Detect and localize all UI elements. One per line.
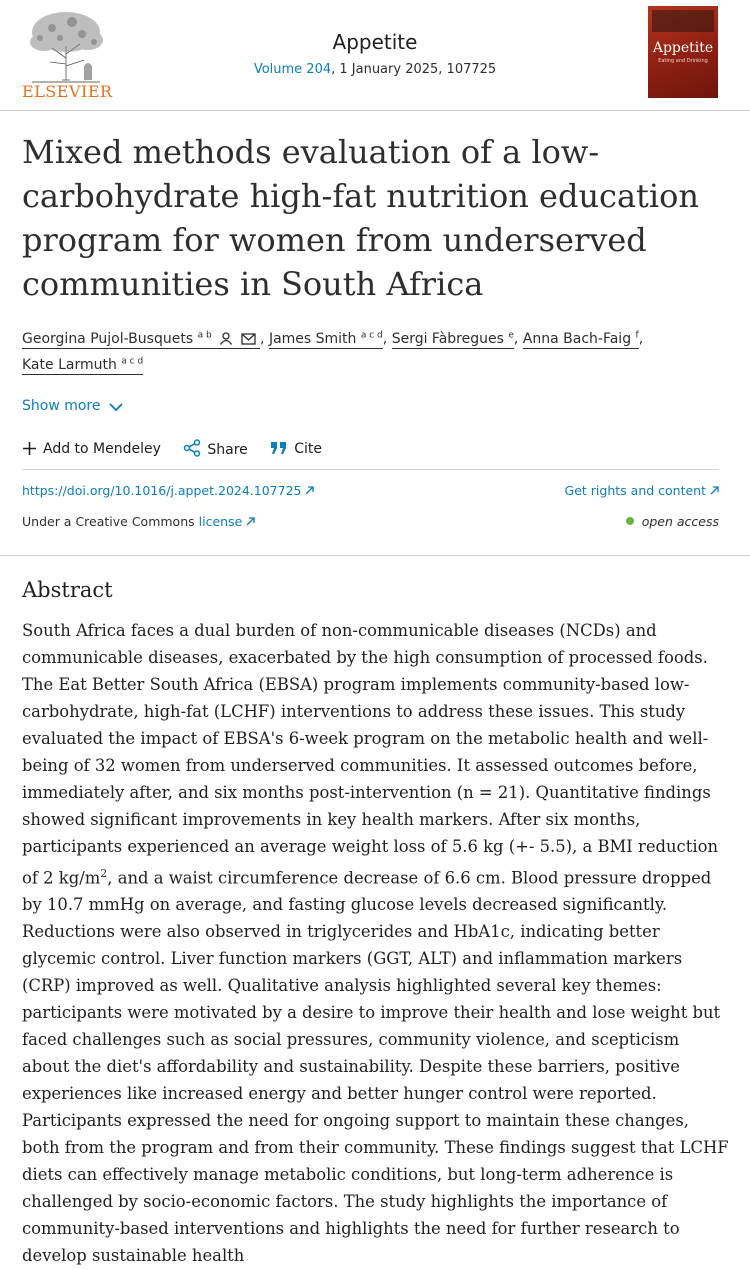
license-row [22, 514, 719, 529]
license-prefix: Under a Creative Commons [22, 514, 195, 529]
journal-header [0, 0, 750, 108]
actions-divider [22, 469, 719, 470]
share-button[interactable] [183, 439, 247, 458]
get-rights-link[interactable]: Get rights and content [565, 483, 719, 498]
author-separator: , [382, 331, 388, 347]
author-separator: , [638, 331, 644, 347]
cover-title: Appetite [652, 40, 714, 56]
author-separator: , [513, 331, 519, 347]
person-icon[interactable] [219, 332, 233, 345]
share-icon [183, 439, 201, 457]
external-link-icon [710, 486, 719, 495]
author-separator: , [260, 331, 265, 347]
mendeley-label: Add to Mendeley [43, 440, 161, 457]
volume-link[interactable]: Volume 204 [253, 62, 332, 77]
cite-button[interactable] [270, 441, 322, 457]
cover-top-band [652, 10, 714, 32]
external-link-icon [246, 517, 255, 526]
abstract-heading: Abstract [22, 578, 113, 602]
open-access-badge: open access [626, 514, 719, 529]
article-action-bar [22, 439, 340, 461]
author-link[interactable]: Sergi Fàbregues $^e$ [391, 330, 514, 347]
section-divider [0, 555, 750, 556]
add-to-mendeley-button[interactable] [22, 441, 161, 457]
issue-date: , 1 January 2025, 107725 [331, 62, 497, 77]
show-more-label: Show more [22, 398, 101, 414]
external-link-icon [305, 486, 314, 495]
doi-row [22, 483, 719, 498]
journal-title[interactable]: Appetite [332, 30, 418, 54]
show-more-button[interactable] [22, 398, 123, 414]
author-link[interactable]: Anna Bach-Faig $^f$ [522, 330, 639, 347]
license-link[interactable]: license [199, 514, 256, 529]
author-link[interactable]: James Smith $^{a c d}$ [268, 330, 383, 347]
cover-subtitle: Eating and Drinking [658, 58, 708, 64]
cite-label: Cite [294, 440, 323, 457]
author-link[interactable]: Kate Larmuth $^{a c d}$ [22, 356, 144, 373]
doi-link[interactable]: https://doi.org/10.1016/j.appet.2024.107725 [22, 483, 314, 498]
plus-icon [22, 441, 37, 456]
journal-cover-image[interactable] [648, 6, 718, 98]
open-access-dot-icon [626, 517, 634, 525]
publisher-name: ELSEVIER [22, 82, 113, 101]
header-divider [0, 110, 750, 111]
author-link[interactable]: Georgina Pujol-Busquets $^{a b}$ [22, 331, 260, 349]
journal-volume-info [0, 62, 750, 77]
abstract-text: South Africa faces a dual burden of non-communicable diseases (NCDs) and communicable diseases, exacerbated by the high consumption of processed foods. The Eat Better South Africa (EBSA) program implements community-based low-carbohydrate, high-fat (LCHF) interventions to address these issues. This study evaluated the impact of EBSA's 6-week program on the metabolic health and well-being of 32 women from underserved communities. It assessed outcomes before, immediately after, and six months post-intervention (n = 21). Quantitative findings showed significant improvements in key health markers. After six months, participants experienced an average weight loss of 5.6 kg (+- 5.5), a BMI reduction of 2 $kg/m^2$, and a waist circumference decrease of 6.6 cm. Blood pressure dropped by 10.7 mmHg on average, and fasting glucose levels decreased significantly. Reductions were also observed in triglycerides and HbA1c, indicating better glycemic control. Liver function markers (GGT, ALT) and inflammation markers (CRP) improved as well. Qualitative analysis highlighted several key themes: participants were motivated by a desire to improve their health and lose weight but faced challenges such as social pressures, community violence, and scepticism about the diet's affordability and sustainability. Despite these barriers, positive experiences like increased energy and better hunger control were reported. Participants expressed the need for ongoing support to maintain these changes, both from the program and from their community. These findings suggest that LCHF diets can effectively manage metabolic conditions, but long-term adherence is challenged by socio-economic factors. The study highlights the importance of community-based interventions and highlights the need for further research to develop sustainable health [22, 621, 729, 1266]
quote-icon [270, 441, 288, 456]
share-label: Share [207, 442, 248, 458]
article-title: Mixed methods evaluation of a low-carbohydrate high-fat nutrition education program for women from underserved communities in South Africa [22, 133, 700, 303]
envelope-icon[interactable] [241, 333, 256, 345]
author-list [22, 326, 722, 378]
chevron-down-icon [109, 403, 123, 412]
